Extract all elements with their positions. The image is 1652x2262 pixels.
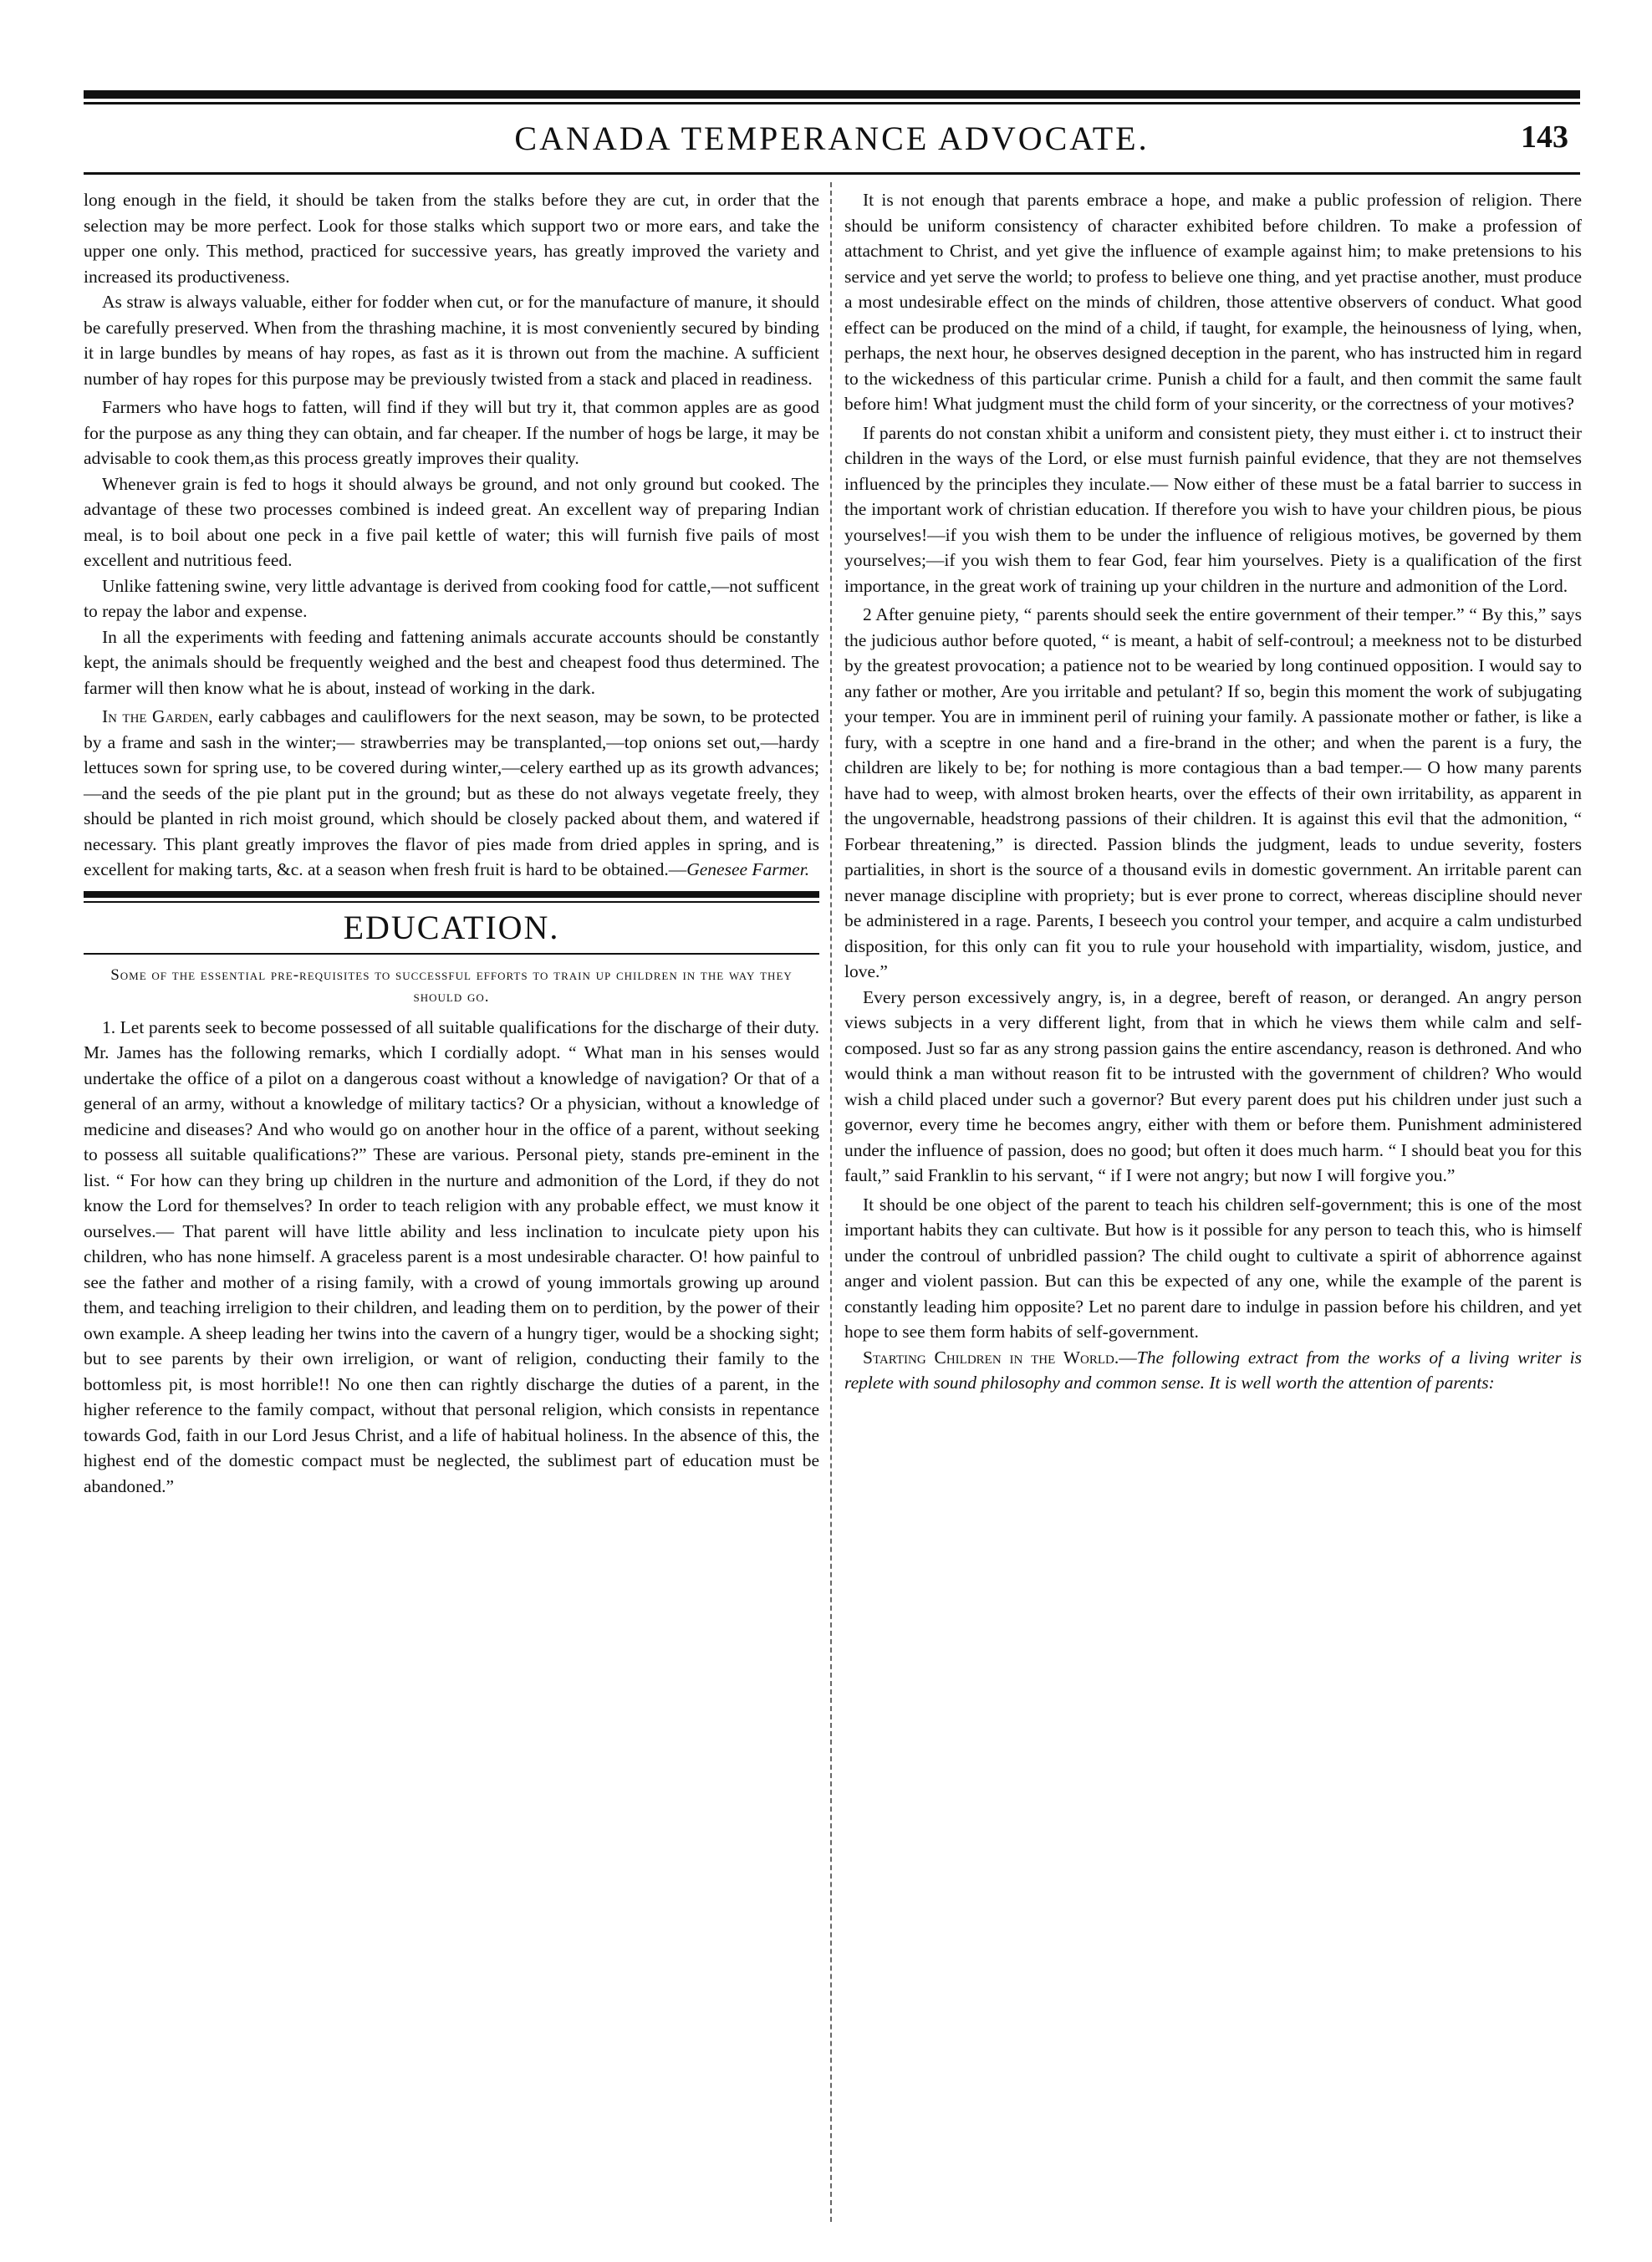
right-column <box>844 187 1582 1396</box>
agriculture-paragraph: In all the experiments with feeding and fattening animals accurate accounts should be constantly kept, the animals should be frequently weighed and the best and cheapest food thus determined. The farmer will then know what he is about, instead of working in the dark. <box>84 626 819 698</box>
education-paragraph: It is not enough that parents embrace a hope, and make a public profession of religion. There should be uniform consistency of character exhibited before children. To make a profession of attachment to Christ, and yet give the influence of example against him; to make pretensions to his service and yet serve the world; to profess to believe one thing, and yet practise another, must produce a most undesirable effect on the minds of children, those attentive observers of conduct. What good effect can be produced on the mind of a child, if taught, for example, the heinousness of lying, when, perhaps, the next hour, he observes designed deception in the parent, who has instructed him in regard to the wickedness of this particular crime. Punish a child for a fault, and then commit the same fault before him! What judgment must the child form of your sincerity, or the correctness of your motives? <box>844 190 1582 414</box>
agriculture-paragraph: Unlike fattening swine, very little advantage is derived from cooking food for cattle,—not sufficent to repay the labor and expense. <box>84 575 819 621</box>
column-divider <box>830 182 832 2222</box>
agriculture-paragraph: Whenever grain is fed to hogs it should always be ground, and not only ground but cooked. The advantage of these two processes combined is indeed great. An excellent way of preparing Indian meal, is to boil about one peck in a five pail kettle of water; this will furnish five pails of most excellent and nutritious feed. <box>84 473 819 570</box>
header-rule <box>84 172 1580 175</box>
education-paragraph: It should be one object of the parent to teach his children self-government; this is one of the most important habits they can cultivate. But how is it possible for any person to teach this, who is himself under the controul of unbridled passion? The child ought to cultivate a spirit of abhorrence against anger and violent passion. But can this be expected of any one, while the example of the parent is constantly leading him opposite? Let no parent dare to indulge in passion before his children, and yet hope to see them form habits of self-government. <box>844 1194 1582 1342</box>
agriculture-paragraph: Farmers who have hogs to fatten, will find if they will but try it, that common apples are as good for the purpose as any thing they can obtain, and far cheaper. If the number of hogs be large, it may be advisable to cook them,as this process greatly improves their quality. <box>84 397 819 468</box>
agriculture-paragraph: As straw is always valuable, either for fodder when cut, or for the manufacture of manure, it should be carefully preserved. When from the thrashing machine, it is most conveniently secured by binding it in large bundles by means of hay ropes, as fast as it is thrown out from the machine. A sufficient number of hay ropes for this purpose may be previously twisted from a stack and placed in readiness. <box>84 292 819 389</box>
page-header <box>84 115 1580 167</box>
education-paragraph: Every person excessively angry, is, in a degree, bereft of reason, or deranged. An angry person views subjects in a very different light, from that in which he views them while calm and self-composed. Just so far as any strong passion gains the entire ascendancy, reason is dethroned. And who would think a man without reason fit to be intrusted with the government of children? Who would wish a child placed under such a governor? But every parent does put his children under just such a governor, every time he becomes angry, either with them or before them. Punishment administered under the influence of passion, does no good; but often it does much harm. “ I should beat you for this fault,” said Franklin to his servant, “ if I were not angry; but now I will forgive you.” <box>844 986 1582 1185</box>
education-paragraph: 1. Let parents seek to become possessed of all suitable qualifications for the discharge of their duty. Mr. James has the following remarks, which I cordially adopt. “ What man in his senses would undertake the office of a pilot on a dangerous coast without a knowledge of navigation? Or that of a general of an army, without a knowledge of military tactics? Or a physician, without a knowledge of medicine and diseases? And who would go on another hour in the office of a parent, without seeking to possess all suitable qualifications?” These are various. Personal piety, stands pre-eminent in the list. “ For how can they bring up children in the nurture and admonition of the Lord, if they do not know the Lord for themselves? In order to teach religion with any probable effect, we must know it ourselves.— That parent will have little ability and less inclination to inculcate piety upon his children, who has none himself. A graceless parent is a most undesirable character. O! how painful to see the father and mother of a rising family, with a crowd of young immortals growing up around them, and teaching irreligion to their children, and leading them on to perdition, by the power of their own example. A sheep leading her twins into the cavern of a hungry tiger, would be a shocking sight; but to see parents by their own irreligion, or want of religion, conducting their family to the bottomless pit, is most horrible!! No one then can rightly discharge the duties of a parent, in the higher reference to the family compact, without that personal religion, which consists in repentance towards God, faith in our Lord Jesus Christ, and a life of habitual holiness. In the absence of this, the highest end of the domestic compact must be neglected, the sublimest part of education must be abandoned.” <box>84 1016 819 1496</box>
closing-lead: Starting Children in the World.— <box>863 1347 1137 1368</box>
heading-rule <box>84 953 819 955</box>
section-separator-thick <box>84 891 819 898</box>
page-number: 143 <box>1521 120 1568 155</box>
agriculture-paragraph: long enough in the field, it should be taken from the stalks before they are cut, in order that the selection may be more perfect. Look for those stalks which support two or more ears, and take the upper one only. This method, practiced for successive years, has greatly improved the variety and increased its productiveness. <box>84 190 819 287</box>
garden-paragraph <box>84 704 819 883</box>
education-paragraph: 2 After genuine piety, “ parents should seek the entire government of their temper.” “ By this,” says the judicious author before quoted, “ is meant, a habit of self-controul; a meekness not to be disturbed by the greatest provocation; a patience not to be wearied by long continued opposition. I would say to any father or mother, Are you irritable and petulant? If so, begin this moment the work of subjugating your temper. You are in imminent peril of ruining your family. A passionate mother or father, is like a fury, with a sceptre in one hand and a fire-brand in the other; and when the parent is a fury, the children are likely to be; for nothing is more contagious than a bad temper.— O how many parents have had to weep, with almost broken hearts, over the effects of their own irritability, as apparent in the ungovernable, headstrong passions of their children. It is against this evil that the admonition, “ Forbear threatening,” is directed. Passion blinds the judgment, leads to undue severity, fosters partialities, in short is the source of a thousand evils in domestic government. An irritable parent can never manage discipline with propriety; but is ever prone to correct, whereas discipline should never be administered in a rage. Parents, I beseech you control your temper, and acquire a calm undisturbed disposition, for this only can fit you to rule your household with impartiality, wisdom, justice, and love.” <box>844 604 1582 981</box>
closing-text: The following extract from the works of a living writer is replete with sound philosophy and common sense. It is well worth the attention of parents: <box>844 1347 1582 1393</box>
left-column <box>84 187 819 1499</box>
article-title: Some of the essential pre-requisites to successful efforts to train up children in the way they should go. <box>110 965 793 1006</box>
section-separator-thin <box>84 901 819 903</box>
garden-text: early cabbages and cauliflowers for the next season, may be sown, to be protected by a frame and sash in the winter;— strawberries may be transplanted,—top onions set out,—hardy lettuces sown for spring use, to be covered during winter,—celery earthed up as its growth advances;—and the seeds of the pie plant put in the ground; but as these do not always vegetate freely, they should be planted in rich moist ground, which should be closely packed about them, and watered if necessary. This plant greatly improves the flavor of pies made from dried apples in spring, and is excellent for making tarts, &c. at a season when fresh fruit is hard to be obtained.— <box>84 706 820 879</box>
garden-lead: In the Garden, <box>102 706 213 726</box>
running-title: CANADA TEMPERANCE ADVOCATE. <box>514 120 1150 157</box>
garden-source: Genesee Farmer. <box>686 859 810 879</box>
closing-paragraph <box>844 1345 1582 1396</box>
section-heading: EDUCATION. <box>343 908 560 946</box>
education-paragraph: If parents do not constan xhibit a uniform and consistent piety, they must either i. ct to instruct their children in the ways of the Lord, or else must furnish painful evidence, that they are not themselves influenced by the principles they inculate.— Now either of these must be a fatal barrier to success in the important work of christian education. If therefore you wish to have your children pious, be pious yourselves!—if you wish them to be under the influence of religious motives, be governed by them yourselves;—if you wish them to fear God, fear him yourselves. Piety is a qualification of the first importance, in the great work of training up your children in the nurture and admonition of the Lord. <box>844 422 1582 596</box>
top-thin-rule <box>84 102 1580 104</box>
top-thick-rule <box>84 90 1580 99</box>
